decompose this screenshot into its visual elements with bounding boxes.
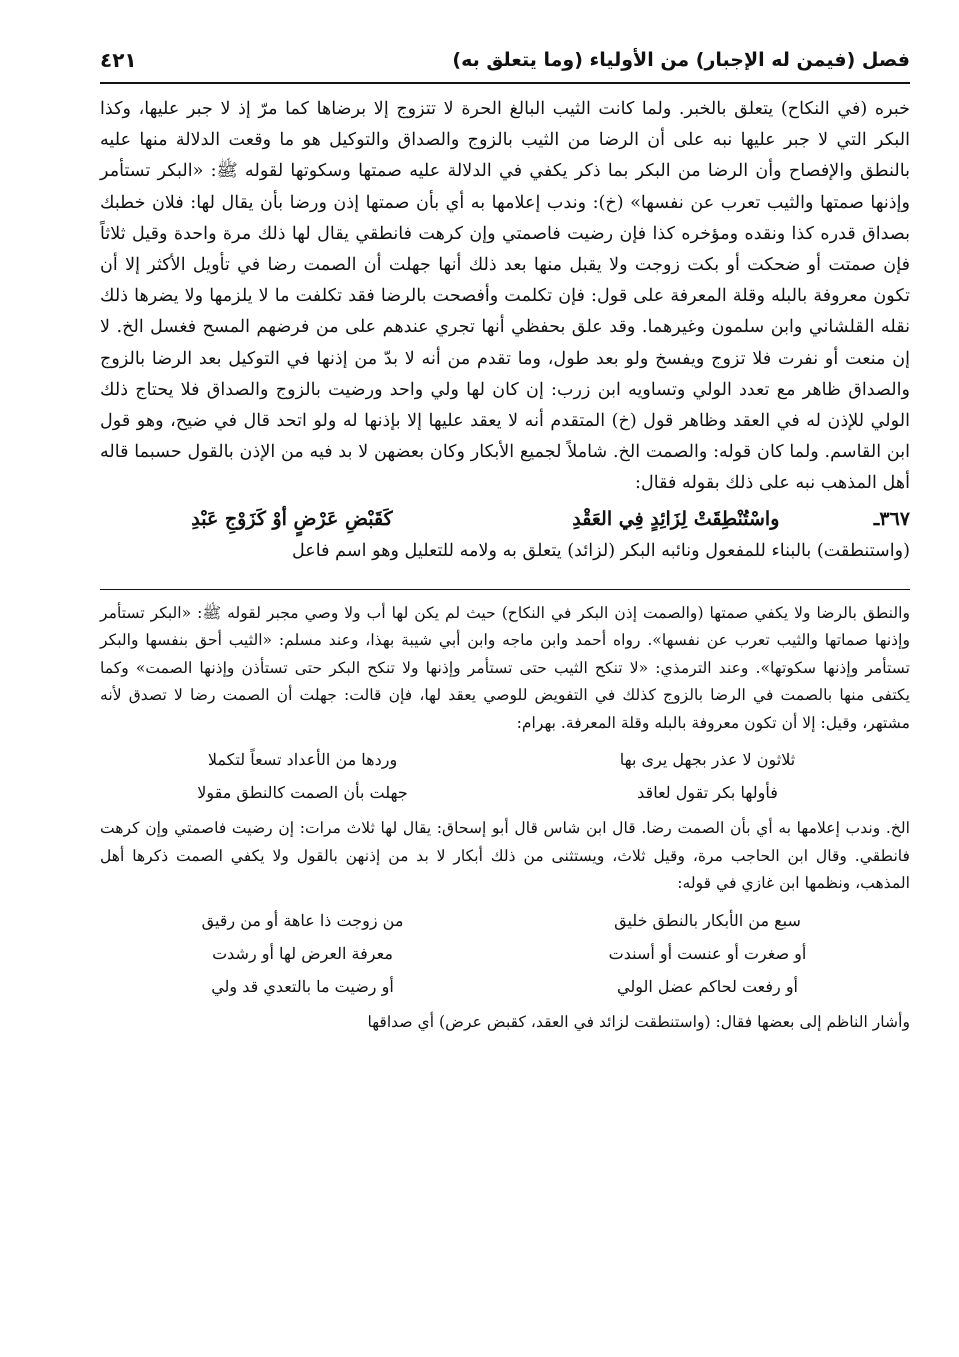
running-title: فصل (فيمن له الإجبار) من الأولياء (وما يتعلق به) [452,49,910,71]
main-paragraph: خبره (في النكاح) يتعلق بالخبر. ولما كانت الثيب البالغ الحرة لا تتزوج إلا برضاها كما مرّ إذ لا جبر عليها، وكذا البكر التي لا جبر عليها نبه على أن الرضا من الثيب بالزوج والصداق والتوكيل هو ما وقعت الدلالة منها عليه بالنطق والإفصاح وأن الرضا من البكر بما ذكر يكفي في الدلالة عليه صمتها وسكوتها لقوله ﷺ: «البكر تستأمر وإذنها صمتها والثيب تعرب عن نفسها» (خ): وندب إعلامها به أي بأن صمتها إذن ورضا بأن يقال لها: فلان خطبك بصداق قدره كذا ونقده ومؤخره كذا فإن رضيت فاصمتي وإن كرهت فانطقي يقال لها ذلك مرة واحدة وقيل ثلاثاً فإن صمتت أو ضحكت أو بكت زوجت ولا يقبل منها بعد ذلك أنها جهلت أن الصمت رضا في تأويل الأكثر إلا أن تكون معروفة بالبله وقلة المعرفة على قول: فإن تكلمت وأفصحت بالرضا فقد تكلفت ما لا يلزمها ولا يضرها ذلك نقله القلشاني وابن سلمون وغيرهما. وقد علق بحفظي أنها تجري عندهم على من فرضهم المسح فغسل الخ. لا إن منعت أو نفرت فلا تزوج ويفسخ ولو بعد طول، وما تقدم من أنه لا بدّ من إذنها في التوكيل بعد الرضا بالزوج والصداق ظاهر مع تعدد الولي وتساويه ابن زرب: إن كان لها ولي واحد ورضيت بالزوج والصداق فلا يحتاج ذلك الولي للإذن له في العقد وظاهر قول (خ) المتقدم أنه لا يعقد عليها إلا بإذنها له ولو اتحد قال في ضيح، وهو قول ابن القاسم. ولما كان قوله: والصمت الخ. شاملاً لجميع الأبكار وكان بعضهن لا بد فيه من الإذن بالقول حسبما قاله أهل المذهب نبه على ذلك بقوله فقال: [100,99,910,494]
verse-hemistich-first: واسْتُنْطِقَتْ لِزَائِدٍ فِي العَقْدِ [572,507,780,530]
poem-row [100,904,910,937]
footnote-paragraph-3: وأشار الناظم إلى بعضها فقال: (واستنطقت لزائد في العقد، كقبض عرض) أي صداقها [367,1012,910,1031]
poem-hemistich: فأولها بكر تقول لعاقد [637,783,778,803]
main-commentary [100,94,910,500]
poem-hemistich: من زوجت ذا عاهة أو من رقيق [201,910,404,930]
poem-hemistich: ثلاثون لا عذر بجهل يرى بها [619,750,796,770]
footnote-paragraph-1: والنطق بالرضا ولا يكفي صمتها (والصمت إذن البكر في النكاح) حيث لم يكن لها أب ولا وصي مجبر لقوله ﷺ: «البكر تستأمر وإذنها صماتها والثيب تعرب عن نفسها». رواه أحمد وابن ماجه وابن أبي شيبة بهذا، وعند مسلم: «الثيب أحق بنفسها والبكر تستأمر وإذنها سكوتها». وعند الترمذي: «لا تنكح الثيب حتى تستأمر وإذنها ولا تنكح البكر حتى تستأذن وإذنها الصمت» وكما يكتفى منها بالصمت في الرضا بالزوج كذلك في التفويض للوصي يعقد لها، فإن قالت: جهلت أن الصمت رضا لا تصدق لأنه مشتهر، وقيل: إلا أن تكون معروفة بالبله وقلة المعرفة. بهرام: [100,603,910,732]
poem-hemistich: معرفة العرض لها أو رشدت [212,943,393,963]
poem-bahram [100,743,910,809]
poem-row [100,743,910,776]
poem-hemistich: سبع من الأبكار بالنطق خليق [614,910,801,930]
page-number: ٤٢١ [100,48,137,72]
poem-hemistich: أو رفعت لحاكم عضل الولي [617,976,798,996]
running-header [100,38,910,84]
poem-row [100,970,910,1003]
poem-row [100,776,910,809]
book-page [100,38,910,1338]
poem-row [100,937,910,970]
poem-hemistich: جهلت بأن الصمت كالنطق مقولا [197,783,408,803]
poem-ibn-ghazi [100,904,910,1003]
footnote-divider [100,589,910,590]
poem-hemistich: أو رضيت ما بالتعدي قد ولي [211,976,394,996]
verse-commentary: (واستنطقت) بالبناء للمفعول ونائبه البكر (لزائد) يتعلق به ولامه للتعليل وهو اسم فاعل [291,540,910,561]
poem-hemistich: وردها من الأعداد تسعاً لتكملا [207,750,398,770]
verse-number: ٣٦٧ـ [873,507,910,530]
verse-line [100,502,910,536]
footnotes [100,600,910,1037]
verse-hemistich-second: كَقَبْضِ عَرْضٍ أوْ كَزَوْجِ عَبْدِ [191,507,393,530]
footnote-paragraph-2: الخ. وندب إعلامها به أي بأن الصمت رضا. قال ابن شاس قال أبو إسحاق: يقال لها ثلاث مرات: إن رضيت فاصمتي وإن كرهت فانطقي. وقال ابن الحاجب مرة، وقيل ثلاث، ويستثنى من ذلك أبكار لا بد من إذنهن بالقول ولا يكفي الصمت ذكرها أهل المذهب، ونظمها ابن غازي في قوله: [100,819,910,893]
poem-hemistich: أو صغرت أو عنست أو أسندت [608,943,807,963]
